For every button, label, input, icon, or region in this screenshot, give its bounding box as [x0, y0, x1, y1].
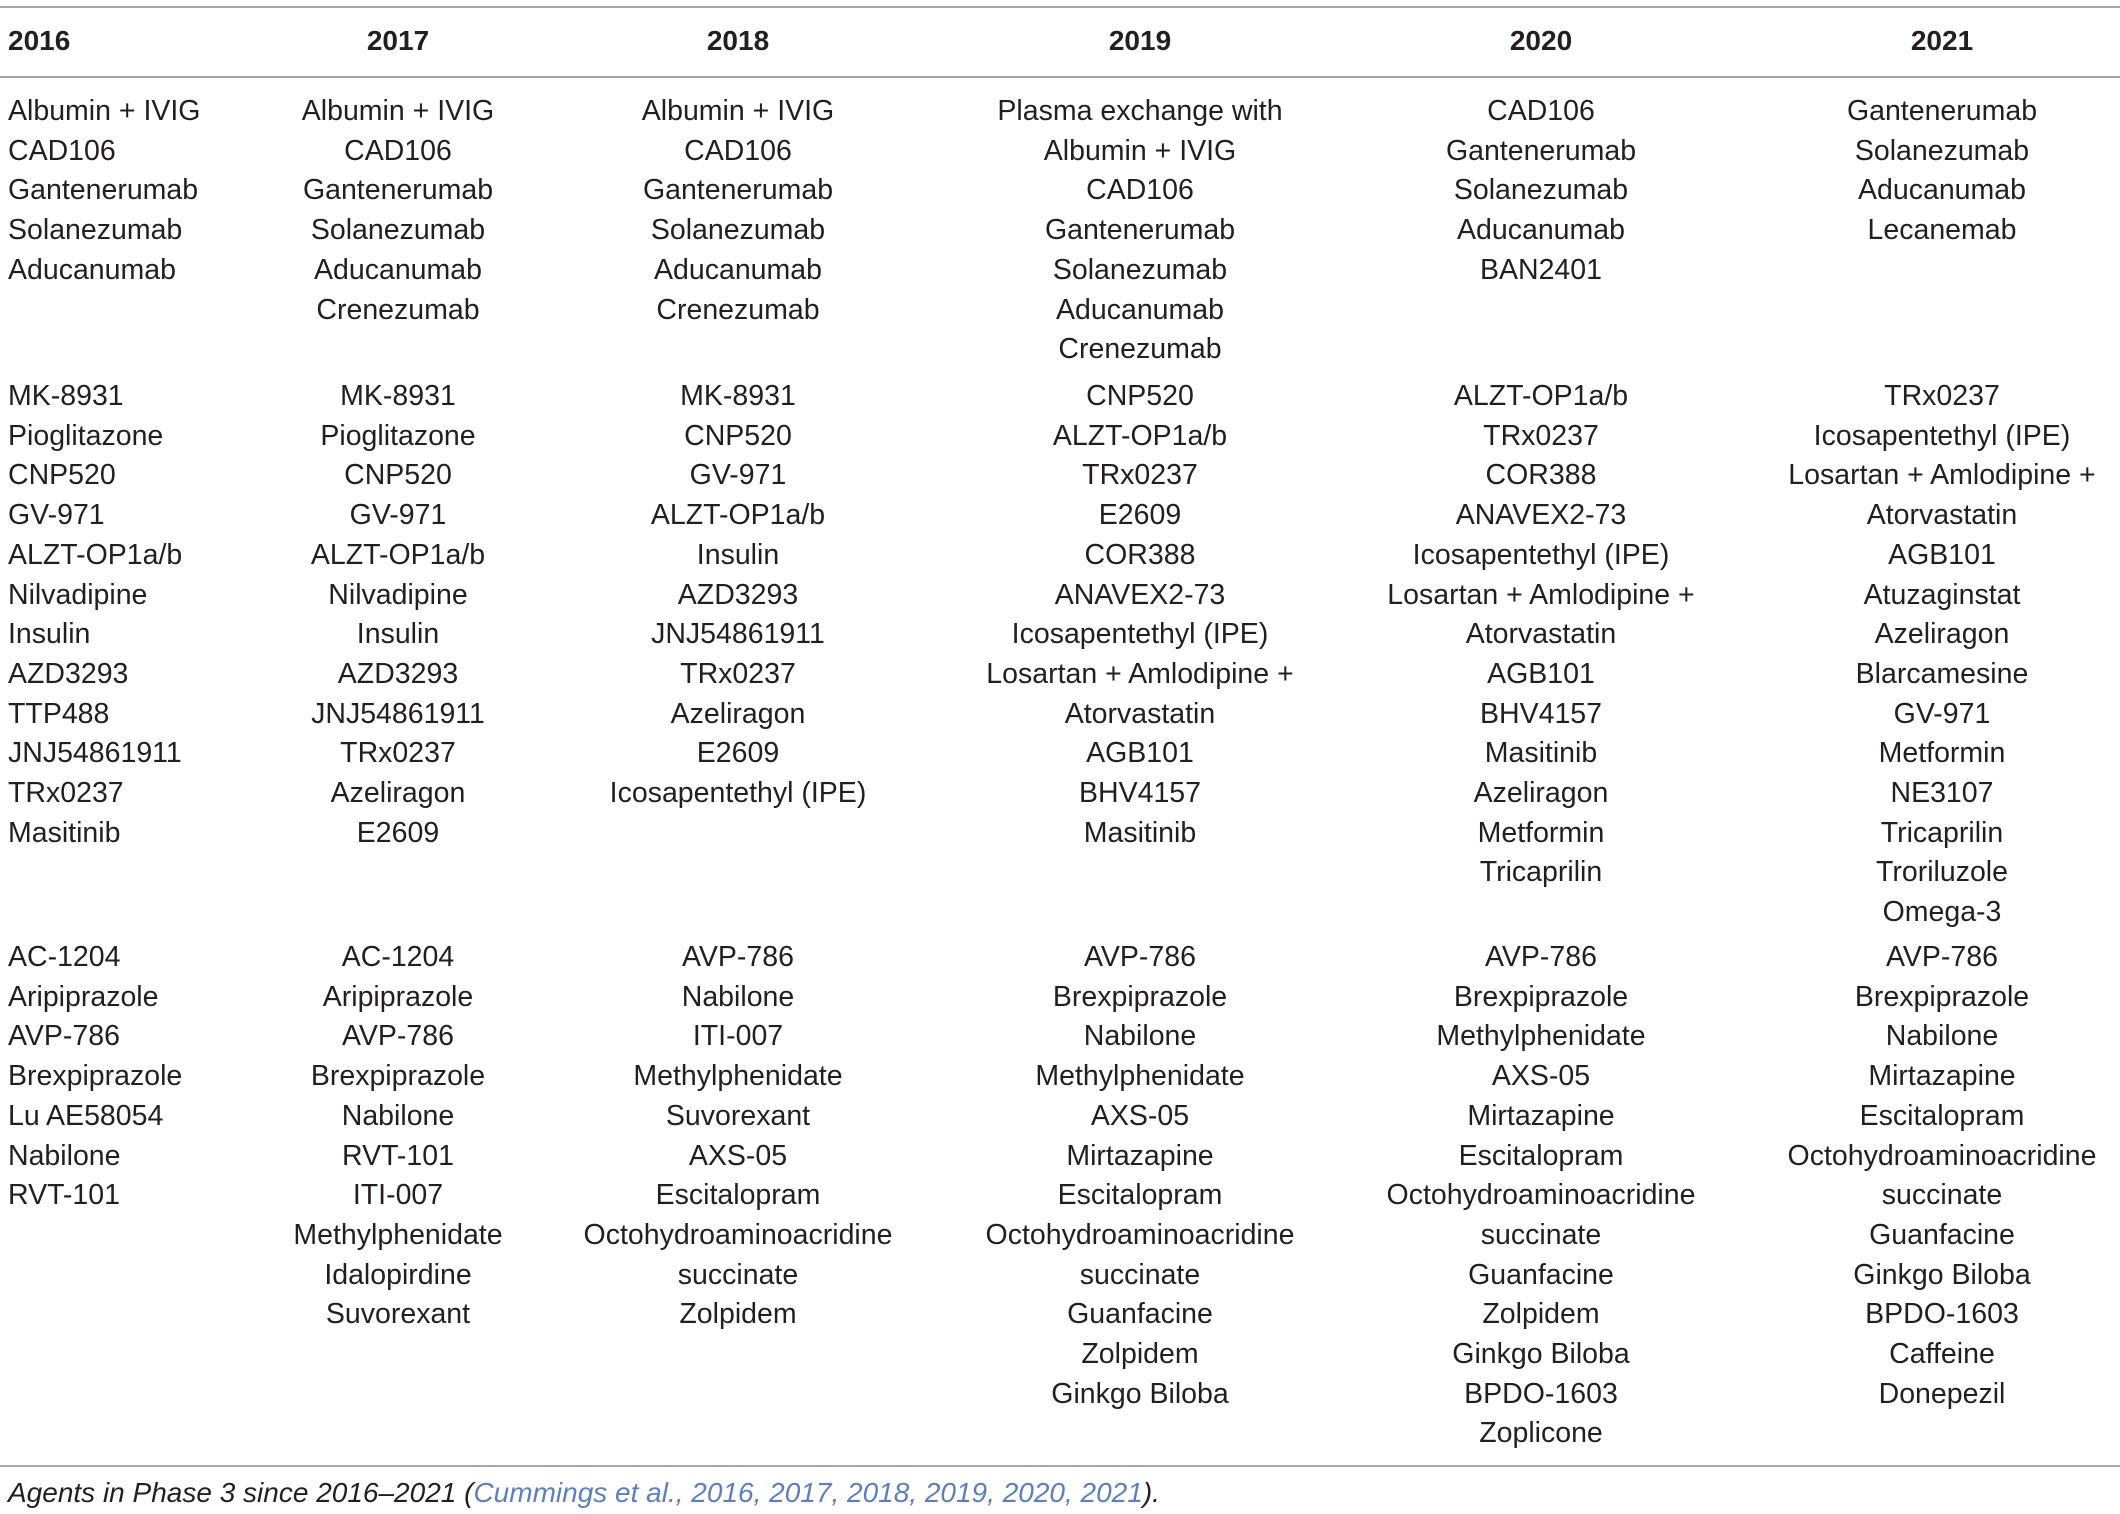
agent-name: AXS-05	[1090, 1099, 1190, 1132]
agent-name: Suvorexant	[665, 1099, 811, 1132]
agent-name: Icosapentethyl (IPE)	[1813, 419, 2071, 452]
agent-name: Solanezumab	[310, 214, 486, 247]
agent-name: Albumin + IVIG	[301, 95, 495, 127]
agent-name: COR388	[1084, 538, 1196, 571]
agent-name: BHV4157	[1078, 777, 1202, 810]
agent-name: Pioglitazone	[320, 419, 476, 452]
agent-name: TTP488	[8, 697, 110, 730]
agent-name: Metformin	[1878, 737, 2006, 770]
agent-name: E2609	[696, 737, 780, 770]
agent-name: Blarcamesine	[1855, 657, 2029, 690]
agent-name: GV-971	[689, 459, 787, 492]
agent-name: Gantenerumab	[642, 174, 834, 207]
agent-name: Octohydroaminoacridine	[1386, 1179, 1696, 1212]
agent-name: Masitinib	[8, 816, 121, 849]
agent-name: E2609	[356, 816, 440, 849]
agent-name: MK-8931	[680, 380, 796, 412]
agent-name: Aripiprazole	[8, 980, 159, 1013]
agent-name: Icosapentethyl (IPE)	[609, 777, 867, 810]
agent-name: MK-8931	[340, 380, 456, 412]
table-cell	[1387, 377, 1694, 893]
agent-name: Albumin + IVIG	[8, 95, 201, 127]
agent-name: Nabilone	[8, 1139, 121, 1172]
agent-name: GV-971	[1893, 697, 1991, 730]
agent-name: GV-971	[8, 499, 105, 532]
table-cell	[311, 377, 485, 853]
agent-name: Losartan + Amlodipine +	[1387, 578, 1695, 611]
agent-name: Zolpidem	[1081, 1338, 1199, 1371]
agent-name: Solanezumab	[1453, 174, 1629, 207]
table-cell	[1446, 92, 1636, 291]
agent-name: AVP-786	[1485, 941, 1597, 973]
agent-name: ITI-007	[692, 1020, 784, 1053]
agent-name: CNP520	[344, 459, 452, 492]
agent-name: AGB101	[1487, 657, 1595, 690]
agent-name: CAD106	[1487, 95, 1595, 127]
agent-name: AZD3293	[337, 657, 459, 690]
agent-name: Methylphenidate	[633, 1060, 843, 1093]
agent-name: Ginkgo Biloba	[1051, 1377, 1229, 1410]
agent-name: Escitalopram	[655, 1179, 821, 1212]
table-cell	[986, 938, 1295, 1414]
agent-name: AGB101	[1888, 538, 1996, 571]
agent-name: Nabilone	[341, 1099, 455, 1132]
agent-name: ALZT-OP1a/b	[310, 538, 486, 571]
agent-name: Escitalopram	[1859, 1099, 2025, 1132]
agent-name: CNP520	[684, 419, 792, 452]
agent-name: Methylphenidate	[1436, 1020, 1646, 1053]
agent-name: Methylphenidate	[1035, 1060, 1245, 1093]
agent-name: TRx0237	[1483, 419, 1599, 452]
agent-name: JNJ54861911	[311, 697, 485, 730]
table-cell	[8, 92, 200, 291]
column-header-2020: 2020	[1509, 25, 1573, 56]
agent-name: Tricaprilin	[1479, 856, 1603, 889]
agent-name: Troriluzole	[1876, 856, 2008, 889]
agent-name: Atorvastatin	[1866, 499, 2018, 532]
agent-name: Aducanumab	[1056, 293, 1224, 326]
agent-name: Azeliragon	[330, 777, 466, 810]
agent-name: Donepezil	[1878, 1377, 2006, 1410]
agent-name: Aripiprazole	[322, 980, 474, 1013]
agent-name: Gantenerumab	[302, 174, 494, 207]
agent-name: AVP-786	[1886, 941, 1998, 973]
agent-name: Insulin	[696, 538, 780, 571]
agent-name: Guanfacine	[1067, 1298, 1213, 1331]
agent-name: ALZT-OP1a/b	[8, 538, 183, 571]
agent-name: AGB101	[1086, 737, 1194, 770]
agent-name: Masitinib	[1083, 816, 1197, 849]
agent-name: succinate	[1881, 1179, 2003, 1212]
agent-name: AC-1204	[341, 941, 455, 973]
agent-name: TRx0237	[1884, 380, 2000, 412]
agent-name: Guanfacine	[1468, 1258, 1614, 1291]
table-cell	[584, 938, 893, 1335]
agent-name: Solanezumab	[1052, 253, 1228, 286]
agent-name: Insulin	[356, 618, 440, 651]
agent-name: Icosapentethyl (IPE)	[1412, 538, 1670, 571]
agent-name: AVP-786	[8, 1020, 120, 1053]
agent-name: Brexpiprazole	[1052, 980, 1228, 1013]
agent-name: Lecanemab	[1867, 214, 2017, 247]
table-cell	[997, 92, 1282, 370]
agent-name: Azeliragon	[670, 697, 806, 730]
table-cell	[293, 938, 502, 1335]
agent-name: AVP-786	[682, 941, 794, 973]
agent-name: Crenezumab	[316, 293, 480, 326]
agent-name: Aducanumab	[8, 253, 176, 286]
agent-name: TRx0237	[680, 657, 796, 690]
agent-name: Nabilone	[681, 980, 795, 1013]
agent-name: Nabilone	[1885, 1020, 1999, 1053]
agent-name: Solanezumab	[650, 214, 826, 247]
agent-name: CNP520	[8, 459, 116, 492]
agent-name: Masitinib	[1484, 737, 1598, 770]
agent-name: Brexpiprazole	[310, 1060, 486, 1093]
column-header-2018: 2018	[706, 25, 770, 56]
agent-name: CAD106	[344, 134, 452, 167]
agent-name: RVT-101	[8, 1179, 120, 1212]
agent-name: CNP520	[1086, 380, 1194, 412]
agent-name: Gantenerumab	[1445, 134, 1637, 167]
agent-name: succinate	[1480, 1218, 1602, 1251]
agent-name: TRx0237	[1082, 459, 1198, 492]
agent-name: Idalopirdine	[324, 1258, 472, 1291]
table-cell	[1788, 377, 2095, 933]
agent-name: Aducanumab	[1457, 214, 1625, 247]
agent-name: succinate	[1079, 1258, 1201, 1291]
agent-name: succinate	[677, 1258, 799, 1291]
table-cell	[642, 92, 834, 330]
agent-name: Nabilone	[1083, 1020, 1197, 1053]
agent-name: Nilvadipine	[8, 578, 148, 611]
table-cell	[302, 92, 494, 330]
agent-name: Losartan + Amlodipine +	[1788, 459, 2096, 492]
agent-name: Nilvadipine	[328, 578, 468, 611]
agent-name: Crenezumab	[656, 293, 820, 326]
agent-name: Octohydroaminoacridine	[583, 1218, 893, 1251]
agent-name: Mirtazapine	[1467, 1099, 1615, 1132]
table-cell	[1387, 938, 1696, 1454]
table-cell	[1847, 92, 2037, 251]
agent-name: COR388	[1485, 459, 1597, 492]
caption-suffix: ).	[1142, 1477, 1160, 1508]
agent-name: Gantenerumab	[8, 174, 199, 207]
agent-name: Mirtazapine	[1066, 1139, 1214, 1172]
agent-name: AXS-05	[1491, 1060, 1591, 1093]
agent-name: Albumin + IVIG	[1043, 134, 1237, 167]
agent-name: ALZT-OP1a/b	[1453, 380, 1629, 412]
agent-name: Icosapentethyl (IPE)	[1011, 618, 1269, 651]
column-header-2016: 2016	[8, 25, 71, 56]
agent-name: Octohydroaminoacridine	[985, 1218, 1295, 1251]
agent-name: Metformin	[1477, 816, 1605, 849]
agent-name: ITI-007	[352, 1179, 444, 1212]
agent-name: Omega-3	[1882, 896, 2002, 929]
agent-name: BPDO-1603	[1865, 1298, 2019, 1331]
agent-name: TRx0237	[340, 737, 456, 770]
agent-name: BPDO-1603	[1464, 1377, 1618, 1410]
agent-name: MK-8931	[8, 380, 124, 412]
agent-name: Zoplicone	[1479, 1417, 1603, 1450]
table-header-row	[0, 6, 2120, 76]
caption-text: Agents in Phase 3 since 2016–2021 (	[8, 1477, 474, 1508]
agent-name: AZD3293	[8, 657, 129, 690]
table-cell	[986, 377, 1293, 853]
agent-name: Zolpidem	[1482, 1298, 1600, 1331]
agent-name: AVP-786	[1084, 941, 1196, 973]
agent-name: Zolpidem	[679, 1298, 797, 1331]
agent-name: CAD106	[8, 134, 116, 167]
agent-name: Pioglitazone	[8, 419, 164, 452]
table-caption	[8, 1473, 1160, 1513]
agent-name: NE3107	[1890, 777, 1994, 810]
agent-name: Methylphenidate	[293, 1218, 503, 1251]
agent-name: JNJ54861911	[8, 737, 182, 770]
agent-name: Ginkgo Biloba	[1853, 1258, 2031, 1291]
agent-name: Mirtazapine	[1868, 1060, 2016, 1093]
table-bottom-rule	[0, 1465, 2120, 1467]
column-header-2017: 2017	[366, 25, 430, 56]
agent-name: Brexpiprazole	[1453, 980, 1629, 1013]
agent-name: Azeliragon	[1473, 777, 1609, 810]
agent-name: GV-971	[349, 499, 447, 532]
agent-name: AC-1204	[8, 941, 121, 973]
agent-name: RVT-101	[342, 1139, 454, 1172]
agent-name: Ginkgo Biloba	[1452, 1338, 1630, 1371]
agent-name: ANAVEX2-73	[1455, 499, 1627, 532]
agent-name: Azeliragon	[1874, 618, 2010, 651]
agent-name: Solanezumab	[8, 214, 183, 247]
agent-name: Aducanumab	[1858, 174, 2026, 207]
agent-name: TRx0237	[8, 777, 124, 810]
agent-name: Brexpiprazole	[1854, 980, 2030, 1013]
agent-name: Plasma exchange with	[997, 95, 1283, 127]
agent-name: Lu AE58054	[8, 1099, 164, 1132]
agent-name: Atorvastatin	[1465, 618, 1617, 651]
agent-name: ALZT-OP1a/b	[1052, 419, 1228, 452]
table-cell	[8, 938, 182, 1216]
agent-name: Gantenerumab	[1044, 214, 1236, 247]
agent-name: Losartan + Amlodipine +	[986, 657, 1294, 690]
agent-name: Gantenerumab	[1846, 95, 2038, 127]
agent-name: Aducanumab	[314, 253, 482, 286]
agent-name: BHV4157	[1479, 697, 1603, 730]
agent-name: Atuzaginstat	[1863, 578, 2021, 611]
agent-name: Insulin	[8, 618, 91, 651]
agent-name: CAD106	[684, 134, 792, 167]
agent-name: BAN2401	[1479, 253, 1602, 286]
agent-name: Brexpiprazole	[8, 1060, 183, 1093]
table-cell	[610, 377, 867, 814]
agent-name: Crenezumab	[1058, 333, 1222, 366]
agent-name: Suvorexant	[325, 1298, 471, 1331]
agent-name: Caffeine	[1889, 1338, 1995, 1371]
agent-name: E2609	[1098, 499, 1182, 532]
agent-name: Escitalopram	[1057, 1179, 1223, 1212]
agent-name: AVP-786	[342, 1020, 454, 1053]
caption-citation-link[interactable]: Cummings et al., 2016, 2017, 2018, 2019, 2020, 2021	[473, 1477, 1143, 1508]
agent-name: ALZT-OP1a/b	[650, 499, 826, 532]
column-header-2019: 2019	[1108, 25, 1172, 56]
agent-name: Guanfacine	[1869, 1218, 2015, 1251]
agent-name: CAD106	[1086, 174, 1194, 207]
agent-name: Albumin + IVIG	[641, 95, 835, 127]
agent-name: Escitalopram	[1458, 1139, 1624, 1172]
agent-name: Octohydroaminoacridine	[1787, 1139, 2097, 1172]
agent-name: ANAVEX2-73	[1054, 578, 1226, 611]
agent-name: AXS-05	[688, 1139, 788, 1172]
table-cell	[1788, 938, 2097, 1414]
column-header-2021: 2021	[1910, 25, 1974, 56]
agent-name: Tricaprilin	[1880, 816, 2004, 849]
table-cell	[8, 377, 182, 853]
agent-name: Aducanumab	[654, 253, 822, 286]
agent-name: AZD3293	[677, 578, 799, 611]
agent-name: Atorvastatin	[1064, 697, 1216, 730]
table-header-rule	[0, 76, 2120, 78]
agent-name: JNJ54861911	[651, 618, 825, 651]
agent-name: Solanezumab	[1854, 134, 2030, 167]
